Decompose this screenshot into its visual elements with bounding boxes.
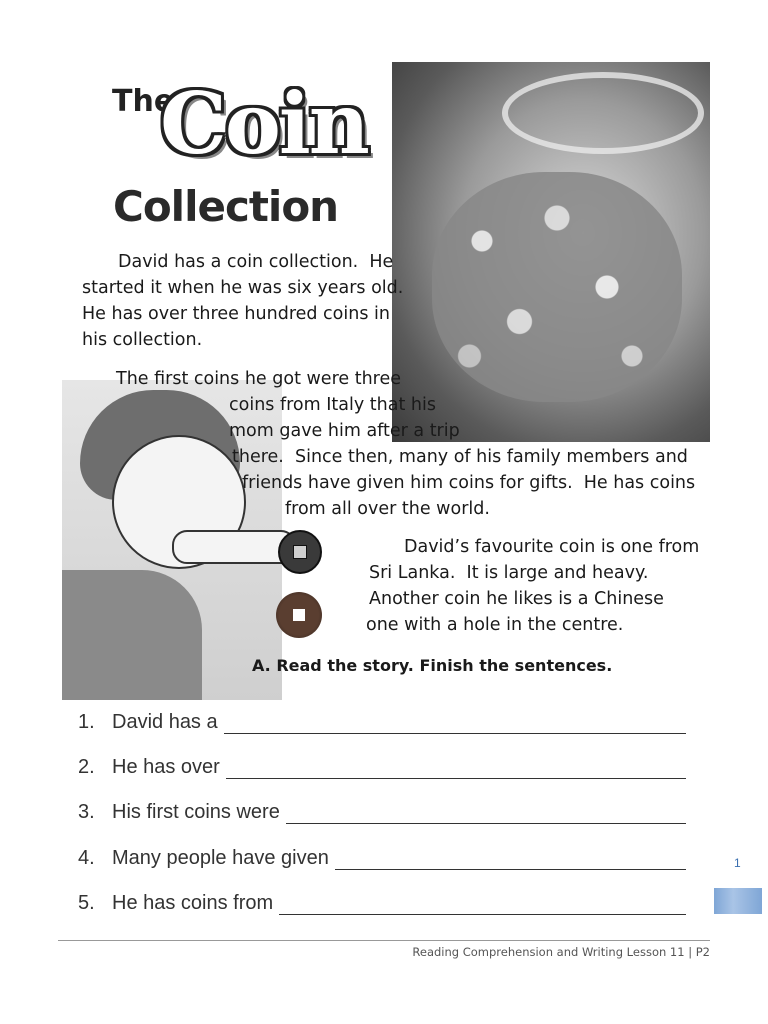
story-line: coins from Italy that his — [229, 395, 436, 415]
question-text: His first coins were — [112, 801, 280, 823]
question-number: 4. — [78, 847, 95, 869]
title-collection: Collection — [113, 182, 339, 231]
boy-shirt — [62, 570, 202, 700]
story-line: his collection. — [82, 330, 203, 350]
question-text: He has coins from — [112, 892, 274, 914]
answer-blank-3[interactable] — [286, 801, 686, 824]
title-the: The — [112, 84, 175, 119]
story-line: David’s favourite coin is one from — [404, 537, 700, 557]
question-3 — [78, 794, 686, 824]
footer-text: Reading Comprehension and Writing Lesson 11 | P2 — [412, 945, 710, 959]
answer-blank-2[interactable] — [226, 756, 686, 779]
story-line: started it when he was six years old. — [82, 278, 404, 298]
question-5 — [78, 885, 686, 915]
chinese-coin-icon — [276, 592, 322, 638]
story-line: friends have given him coins for gifts. He has coins — [242, 473, 696, 493]
instruction: A. Read the story. Finish the sentences. — [252, 656, 613, 675]
answer-blank-4[interactable] — [335, 847, 686, 870]
question-number: 2. — [78, 756, 95, 778]
footer-divider — [58, 940, 710, 941]
story-line: from all over the world. — [285, 499, 490, 519]
story-line: The first coins he got were three — [116, 369, 402, 389]
story-line: there. Since then, many of his family members and — [232, 447, 688, 467]
coin-jar-photo — [392, 62, 710, 442]
story-line: mom gave him after a trip — [229, 421, 460, 441]
jar-rim — [502, 72, 704, 154]
question-text: Many people have given — [112, 847, 329, 869]
jar-coins — [432, 172, 682, 402]
title-coin: Coin — [160, 74, 368, 173]
question-text: He has over — [112, 756, 220, 778]
question-number: 3. — [78, 801, 95, 823]
answer-blank-1[interactable] — [224, 711, 686, 734]
page-number: 1 — [734, 856, 741, 870]
answer-blank-5[interactable] — [279, 892, 686, 915]
question-1 — [78, 704, 686, 734]
story-line: David has a coin collection. He — [118, 252, 394, 272]
question-text: David has a — [112, 711, 218, 733]
coin-in-hand-icon — [278, 530, 322, 574]
story-line: Sri Lanka. It is large and heavy. — [369, 563, 649, 583]
page-tab-icon — [714, 888, 762, 914]
question-2 — [78, 749, 686, 779]
story-line: He has over three hundred coins in — [82, 304, 390, 324]
story-line: one with a hole in the centre. — [366, 615, 624, 635]
story-line: Another coin he likes is a Chinese — [369, 589, 664, 609]
question-number: 5. — [78, 892, 95, 914]
question-number: 1. — [78, 711, 95, 733]
question-4 — [78, 840, 686, 870]
